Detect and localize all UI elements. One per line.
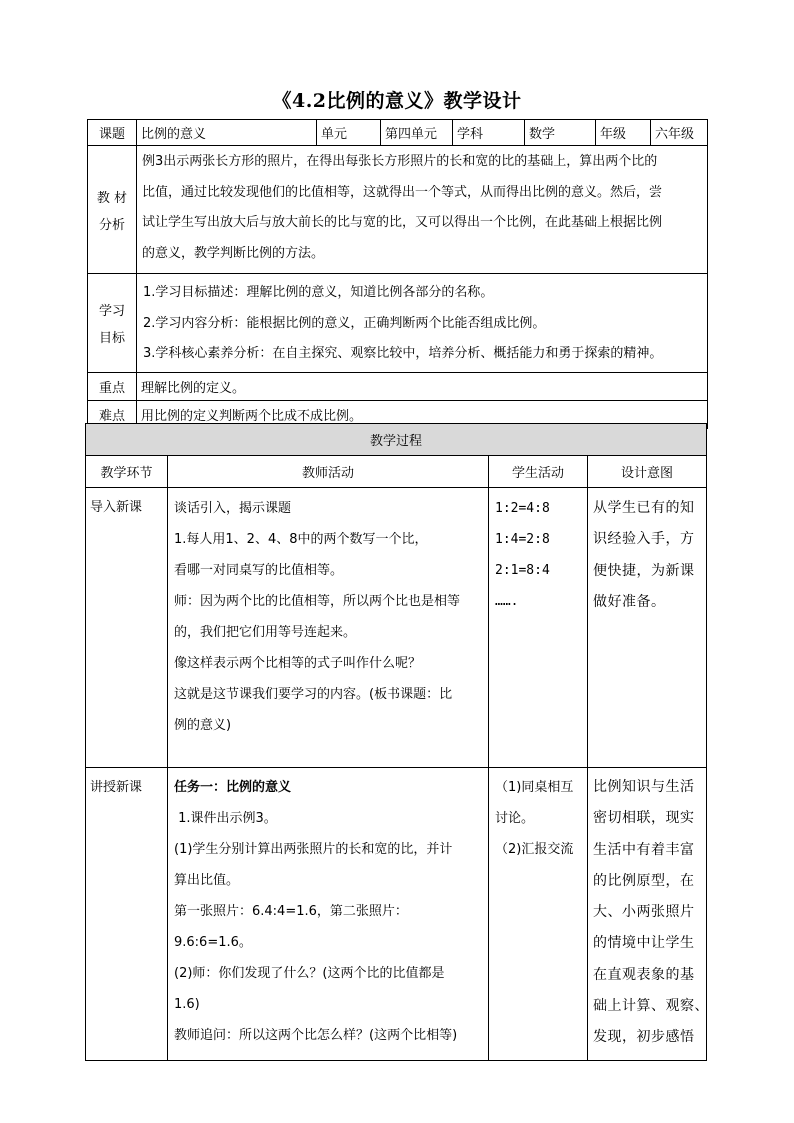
analysis-line: 例3出示两张长方形的照片，在得出每张长方形照片的长和宽的比的基础上，算出两个比的 [142, 154, 658, 169]
teacher-line: 教师追问：所以这两个比怎么样？(这两个比相等) [174, 1028, 458, 1043]
objectives-label-2: 目标 [98, 330, 125, 346]
teacher-line: (1)学生分别计算出两张照片的长和宽的比，并计 [174, 842, 453, 857]
student-line: 讨论。 [495, 811, 535, 826]
analysis-row [88, 146, 708, 274]
objectives-row [88, 274, 708, 373]
intent-line: 便快捷，为新课 [593, 562, 695, 579]
analysis-line: 比值，通过比较发现他们的比值相等，这就得出一个等式，从而得出比例的意义。然后，尝 [142, 184, 663, 200]
key-point-label: 重点 [88, 372, 137, 400]
teacher-line: 像这样表示两个比相等的式子叫作什么呢？ [174, 656, 422, 671]
info-table [87, 119, 708, 429]
grade-value: 六年级 [651, 120, 708, 146]
unit-value: 第四单元 [381, 120, 453, 146]
intro-intent [588, 488, 707, 768]
grade-label: 年级 [596, 120, 651, 146]
analysis-label-1: 教 材 [96, 190, 128, 206]
lecture-row [86, 768, 707, 1061]
teacher-line: (2)师：你们发现了什么？(这两个比的比值都是 [174, 966, 445, 981]
page-title: 《4.2比例的意义》教学设计 [272, 90, 522, 112]
lecture-stage [86, 768, 168, 1061]
student-line: 1:2=4:8 [495, 501, 550, 516]
key-point-value: 理解比例的定义。 [137, 372, 708, 400]
intent-line: 做好准备。 [593, 593, 666, 610]
teacher-line: 第一张照片：6.4:4=1.6，第二张照片： [174, 904, 408, 919]
student-line: ……. [495, 594, 519, 609]
analysis-line: 试让学生写出放大后与放大前长的比与宽的比，又可以得出一个比例，在此基础上根据比例 [142, 215, 663, 230]
intent-line: 在直观表象的基 [593, 966, 695, 983]
process-header: 教学过程 [86, 424, 707, 456]
objective-item: 1.学习目标描述：理解比例的意义，知道比例各部分的名称。 [143, 285, 494, 300]
intent-line: 生活中有着丰富 [593, 841, 695, 858]
col-intent-header: 设计意图 [588, 456, 707, 488]
difficulty-value: 用比例的定义判断两个比成不成比例。 [137, 400, 708, 428]
col-student-header: 学生活动 [489, 456, 588, 488]
teacher-line: 谈话引入，揭示课题 [174, 501, 292, 516]
analysis-label-2: 分析 [98, 217, 125, 233]
student-line: （1)同桌相互 [495, 780, 574, 795]
teacher-line: 算出比值。 [174, 873, 240, 888]
teacher-line: 例的意义) [174, 718, 232, 733]
teacher-line: 1.6) [174, 997, 200, 1012]
lecture-student [489, 768, 588, 1061]
intro-teacher [168, 488, 489, 768]
info-row [88, 120, 708, 146]
process-header-row [86, 424, 707, 456]
subject-label: 学科 [453, 120, 525, 146]
objectives-text [137, 274, 708, 373]
column-header-row [86, 456, 707, 488]
teacher-line: 9.6:6=1.6。 [174, 935, 252, 950]
intro-stage [86, 488, 168, 768]
key-point-row [88, 372, 708, 400]
difficulty-label: 难点 [88, 400, 137, 428]
lecture-intent [588, 768, 707, 1061]
unit-label: 单元 [317, 120, 381, 146]
objectives-label [88, 274, 137, 373]
analysis-line: 的意义，教学判断比例的方法。 [142, 245, 325, 261]
intent-line: 的比例原型，在 [593, 872, 695, 889]
intro-student [489, 488, 588, 768]
topic-value: 比例的意义 [137, 120, 317, 146]
intent-line: 比例知识与生活 [593, 779, 695, 795]
teacher-line: 1.课件出示例3。 [174, 811, 277, 826]
teacher-line: 1.每人用1、2、4、8中的两个数写一个比， [174, 532, 428, 547]
intro-row [86, 488, 707, 768]
teacher-line: 的，我们把它们用等号连起来。 [174, 625, 357, 640]
task-heading: 任务一：比例的意义 [174, 780, 292, 795]
analysis-text [137, 146, 708, 274]
topic-label: 课题 [88, 120, 137, 146]
intent-line: 大、小两张照片 [593, 904, 695, 921]
intent-line: 的情境中让学生 [593, 935, 695, 952]
col-teacher-header: 教师活动 [168, 456, 489, 488]
objective-item: 3.学科核心素养分析：在自主探究、观察比较中，培养分析、概括能力和勇于探索的精神。 [143, 346, 663, 361]
intent-line: 密切相联，现实 [593, 810, 695, 827]
student-line: 1:4=2:8 [495, 532, 550, 547]
objective-item: 2.学习内容分析：能根据比例的意义，正确判断两个比能否组成比例。 [143, 315, 546, 331]
stage-label: 讲授新课 [90, 780, 143, 795]
intent-line: 础上计算、观察、 [593, 998, 709, 1015]
stage-label: 导入新课 [90, 500, 143, 515]
objectives-label-1: 学习 [98, 303, 125, 319]
teacher-line: 师：因为两个比的比值相等，所以两个比也是相等 [174, 594, 461, 609]
analysis-label [88, 146, 137, 274]
subject-value: 数学 [525, 120, 596, 146]
teacher-line: 看哪一对同桌写的比值相等。 [174, 563, 344, 578]
process-table [85, 423, 707, 1061]
teacher-line: 这就是这节课我们要学习的内容。(板书课题：比 [174, 687, 453, 702]
lecture-teacher [168, 768, 489, 1061]
intent-line: 从学生已有的知 [593, 500, 695, 516]
student-line: 2:1=8:4 [495, 563, 550, 578]
intent-line: 发现，初步感悟 [593, 1029, 695, 1046]
col-stage-header: 教学环节 [86, 456, 168, 488]
student-line: （2)汇报交流 [495, 842, 574, 857]
intent-line: 识经验入手，方 [593, 531, 695, 548]
